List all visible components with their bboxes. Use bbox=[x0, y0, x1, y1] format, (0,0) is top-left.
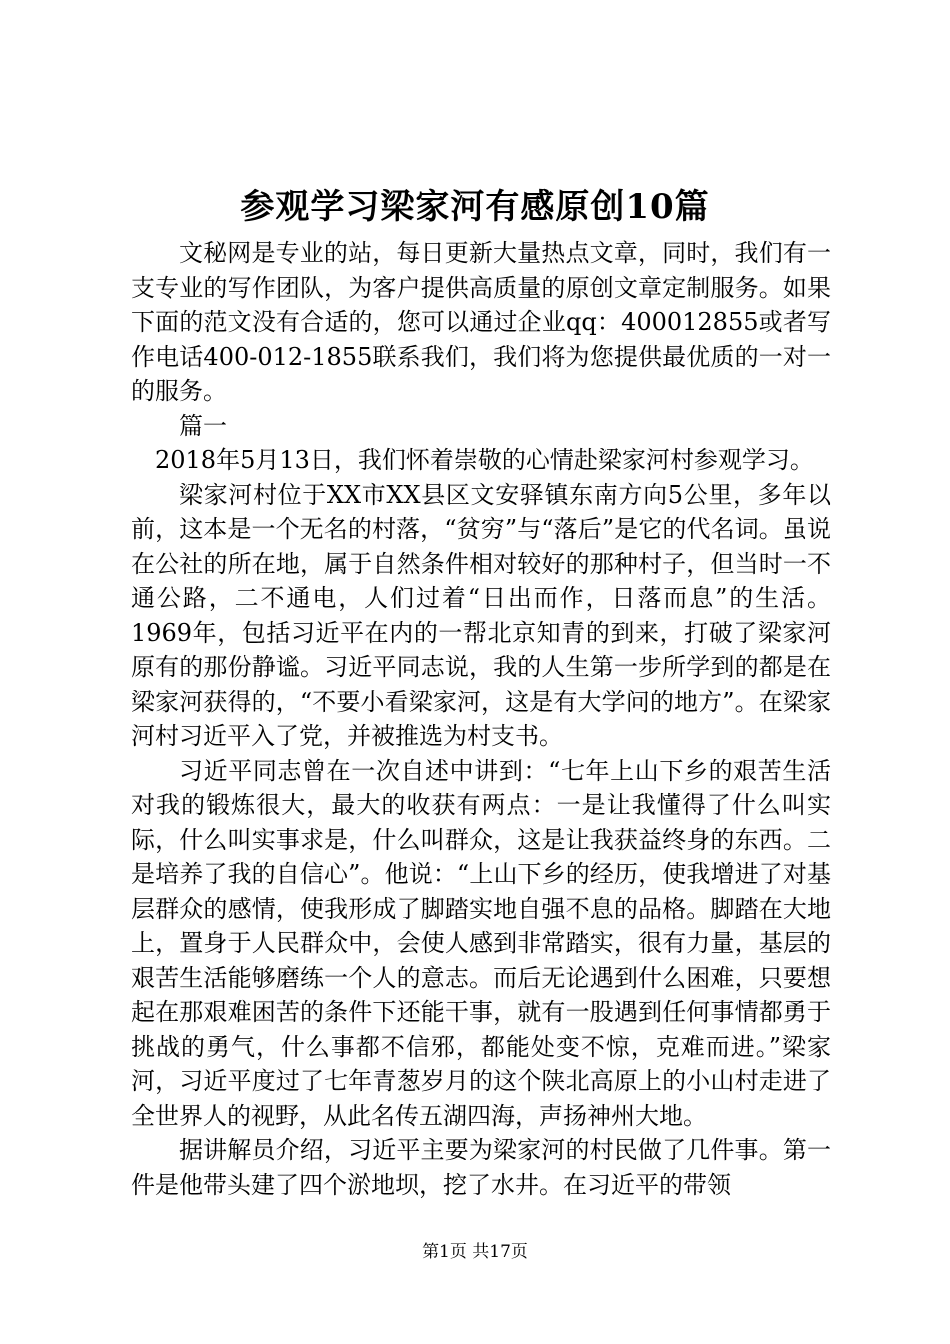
page-number-footer: 第1页 共17页 bbox=[422, 1242, 528, 1262]
paragraph-village-history: 梁家河村位于XX市XX县区文安驿镇东南方向5公里，多年以前，这本是一个无名的村落，“贫穷”与“落后”是它的代名词。虽说在公社的所在地，属于自然条件相对较好的那种村子，但当时一不通公路，二不通电，人们过着“日出而作，日落而息”的生活。1969年，包括习近平在内的一帮北京知青的到来，打破了梁家河原有的那份静谧。习近平同志说，我的人生第一步所学到的都是在梁家河获得的，“不要小看梁家河，这是有大学问的地方”。在梁家河村习近平入了党，并被推选为村支书。 bbox=[131, 480, 831, 750]
paragraph-quote: 习近平同志曾在一次自述中讲到：“七年上山下乡的艰苦生活对我的锻炼很大，最大的收获有两点：一是让我懂得了什么叫实际，什么叫实事求是，什么叫群众，这是让我获益终身的东西。二是培养了我的自信心”。他说：“上山下乡的经历，使我增进了对基层群众的感情，使我形成了脚踏实地自强不息的品格。脚踏在大地上，置身于人民群众中，会使人感到非常踏实，很有力量，基层的艰苦生活能够磨练一个人的意志。而后无论遇到什么困难，只要想起在那艰难困苦的条件下还能干事，就有一股遇到任何事情都勇于挑战的勇气，什么事都不信邪，都能处变不惊，克难而进。”梁家河，习近平度过了七年青葱岁月的这个陕北高原上的小山村走进了全世界人的视野，从此名传五湖四海，声扬神州大地。 bbox=[131, 756, 831, 1130]
document-title: 参观学习梁家河有感原创10篇 bbox=[240, 187, 710, 227]
paragraph-visit-date: 2018年5月13日，我们怀着崇敬的心情赴梁家河村参观学习。 bbox=[155, 446, 814, 474]
document-body bbox=[131, 236, 831, 1202]
paragraph-guide-intro: 据讲解员介绍，习近平主要为梁家河的村民做了几件事。第一件是他带头建了四个淤地坝，挖了水井。在习近平的带领 bbox=[131, 1136, 831, 1199]
paragraph-intro: 文秘网是专业的站，每日更新大量热点文章，同时，我们有一支专业的写作团队，为客户提供高质量的原创文章定制服务。如果下面的范文没有合适的，您可以通过企业qq：400012855或者写作电话400-012-1855联系我们，我们将为您提供最优质的一对一的服务。 bbox=[131, 239, 831, 405]
paragraph-section-heading: 篇一 bbox=[179, 411, 227, 440]
